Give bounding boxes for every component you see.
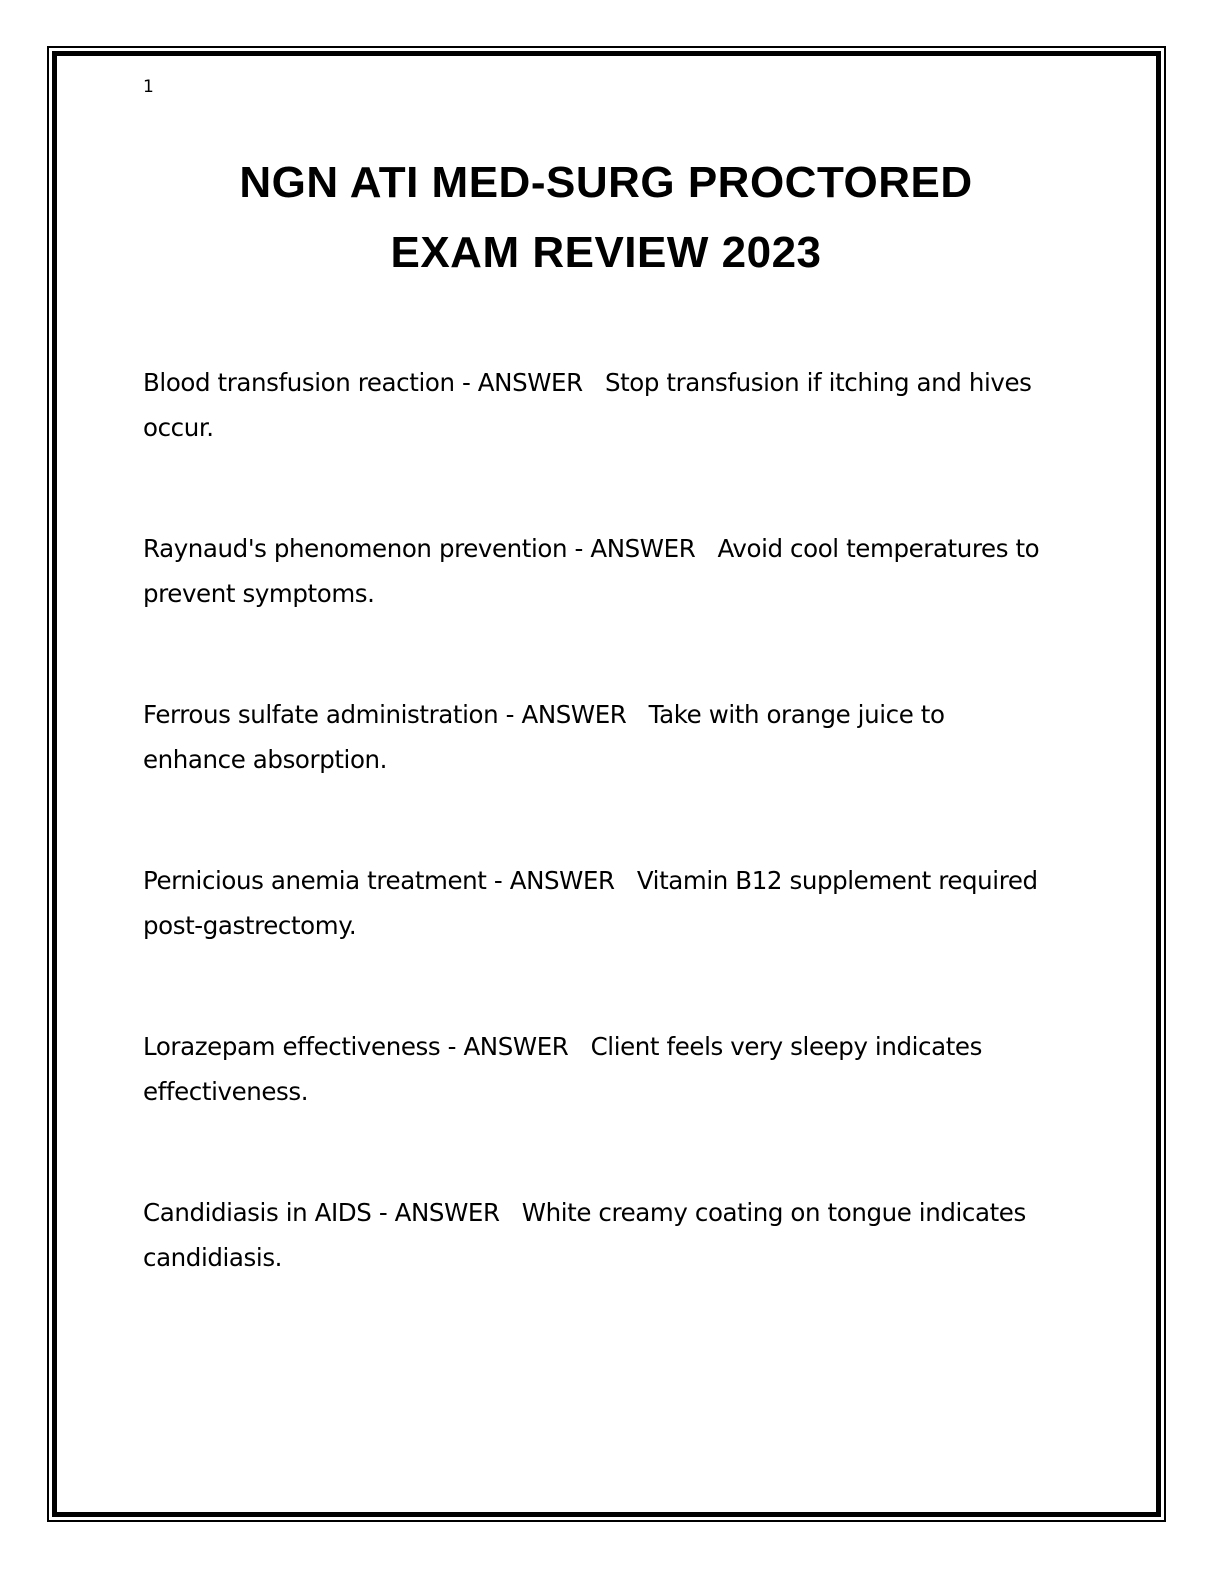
qa-question: Lorazepam effectiveness - ANSWER bbox=[143, 1032, 569, 1061]
qa-item bbox=[143, 1024, 1043, 1190]
qa-answer: Take with orange juice to enhance absorption. bbox=[143, 700, 945, 774]
qa-answer: Avoid cool temperatures to prevent symptoms. bbox=[143, 534, 1040, 608]
title-line-1: NGN ATI MED-SURG PROCTORED bbox=[239, 158, 973, 207]
qa-answer: Stop transfusion if itching and hives occur. bbox=[143, 368, 1032, 442]
qa-item bbox=[143, 858, 1043, 1024]
qa-answer: Client feels very sleepy indicates effectiveness. bbox=[143, 1032, 982, 1106]
qa-question: Ferrous sulfate administration - ANSWER bbox=[143, 700, 627, 729]
qa-question: Pernicious anemia treatment - ANSWER bbox=[143, 866, 615, 895]
document-title bbox=[100, 148, 1112, 288]
qa-question: Candidiasis in AIDS - ANSWER bbox=[143, 1198, 500, 1227]
qa-answer: Vitamin B12 supplement required post-gastrectomy. bbox=[143, 866, 1038, 940]
qa-item bbox=[143, 692, 1043, 858]
page-number: 1 bbox=[143, 77, 154, 97]
qa-answer: White creamy coating on tongue indicates candidiasis. bbox=[143, 1198, 1026, 1272]
qa-list bbox=[143, 360, 1043, 1356]
qa-question: Raynaud's phenomenon prevention - ANSWER bbox=[143, 534, 696, 563]
title-line-2: EXAM REVIEW 2023 bbox=[390, 228, 822, 277]
qa-item bbox=[143, 360, 1043, 526]
qa-item bbox=[143, 1190, 1043, 1356]
qa-question: Blood transfusion reaction - ANSWER bbox=[143, 368, 583, 397]
qa-item bbox=[143, 526, 1043, 692]
